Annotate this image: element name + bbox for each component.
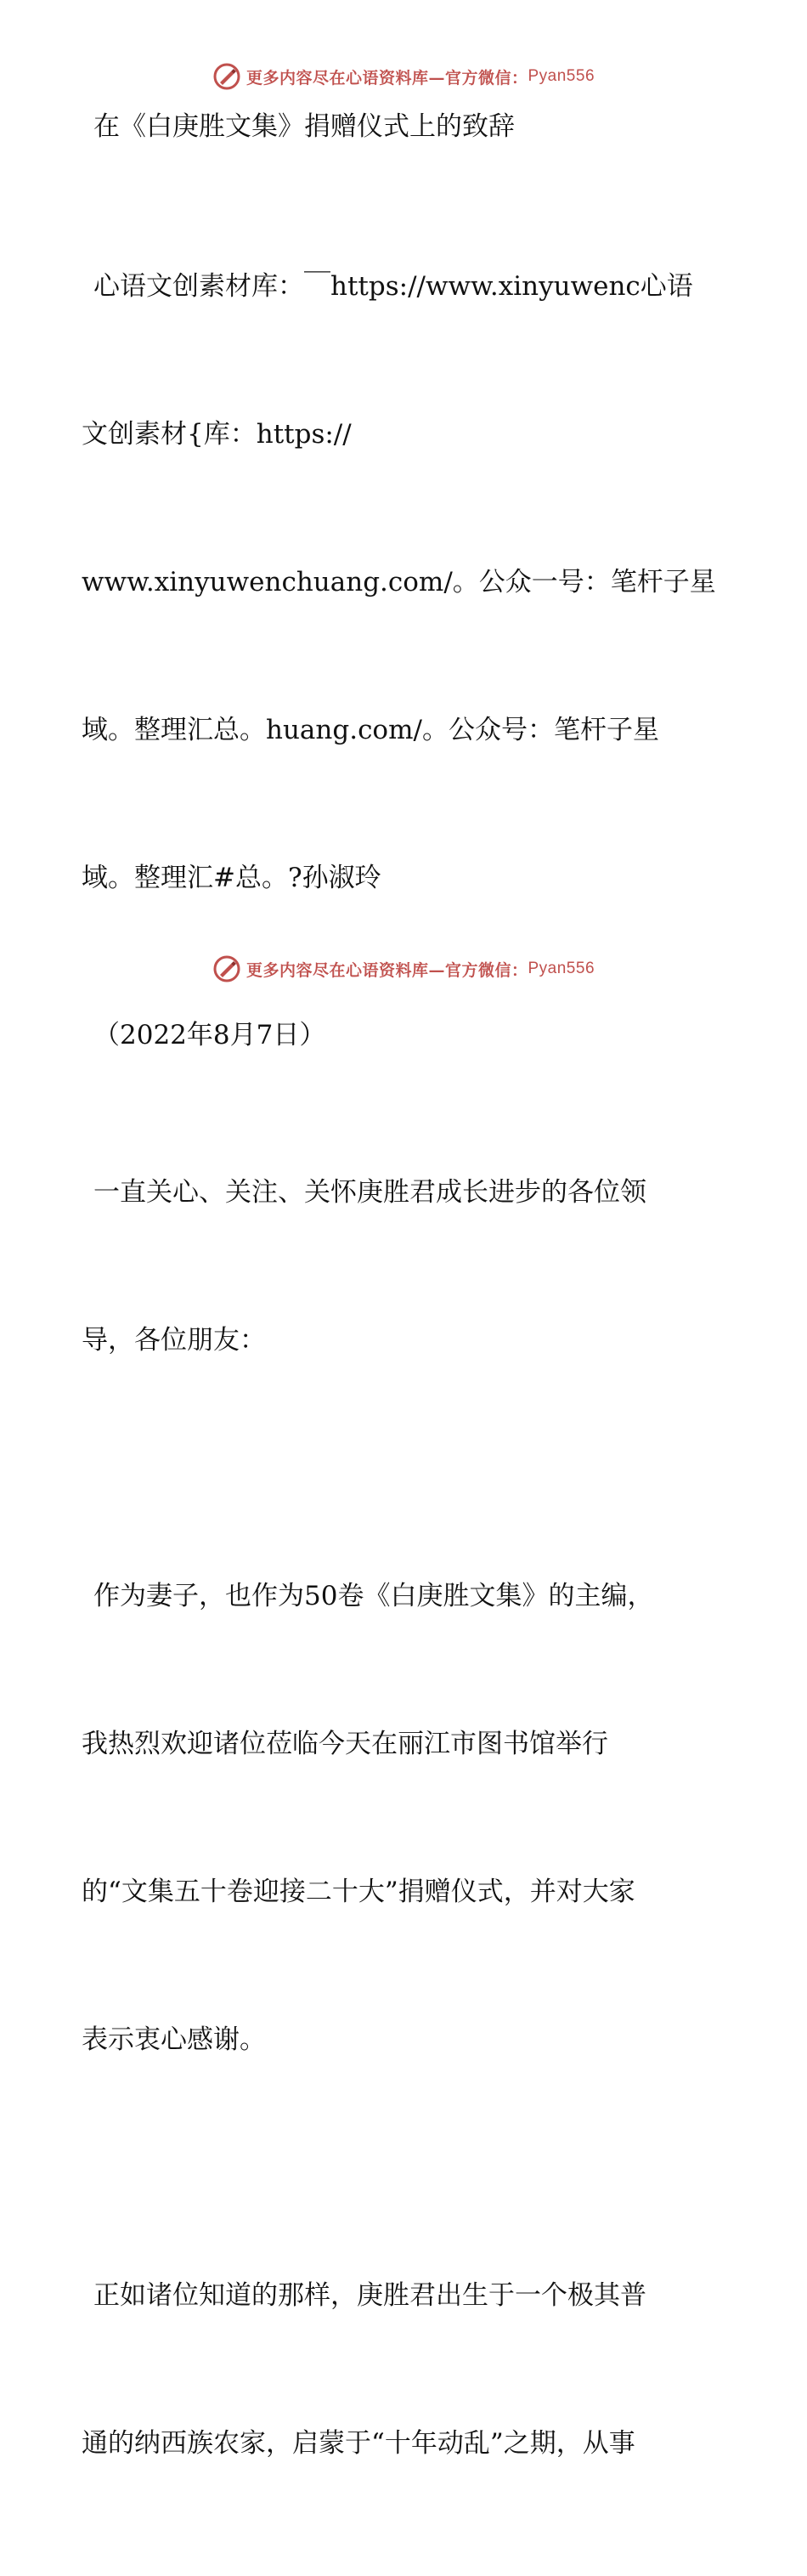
paragraph-line: 通的纳西族农家，启蒙于“十年动乱”之期，从事 — [82, 2428, 635, 2459]
pen-seal-logo-icon — [212, 954, 241, 983]
document-body — [82, 102, 727, 2576]
salutation — [82, 1069, 727, 1464]
header-wechat-id: Pyan556 — [528, 67, 595, 85]
footer-banner — [0, 952, 807, 986]
paragraph-1 — [82, 1473, 727, 2163]
document-title: 在《白庚胜文集》捐赠仪式上的致辞 — [93, 111, 515, 142]
header-banner-text: 更多内容尽在心语资料库—官方微信： — [245, 68, 528, 88]
paragraph-line: 的“文集五十卷迎接二十大”捐赠仪式，并对大家 — [82, 1877, 635, 1907]
paragraph-2 — [82, 2172, 727, 2567]
source-line: 域。整理汇总。huang.com/。公众号：笔杆子星 — [82, 715, 659, 745]
paragraph-line: 表示衷心感谢。 — [82, 2024, 266, 2055]
paragraph-line: 我热烈欢迎诸位莅临今天在丽江市图书馆举行 — [82, 1729, 608, 1759]
source-line: www.xinyuwenchuang.com/。公众一号：笔杆子星 — [82, 567, 716, 597]
footer-banner-text: 更多内容尽在心语资料库—官方微信： — [245, 960, 528, 980]
source-block — [82, 163, 727, 1001]
footer-wechat-id: Pyan556 — [528, 960, 595, 977]
paragraph-line: 正如诸位知道的那样，庚胜君出生于一个极其普 — [93, 2280, 646, 2311]
salutation-line: 导，各位朋友： — [82, 1325, 266, 1356]
source-line: 心语文创素材库：￣https://www.xinyuwenc心语 — [93, 271, 693, 302]
header-banner — [0, 59, 807, 93]
salutation-line: 一直关心、关注、关怀庚胜君成长进步的各位领 — [93, 1177, 646, 1208]
paragraph-line: 作为妻子，也作为50卷《白庚胜文集》的主编， — [93, 1581, 654, 1611]
source-line: 文创素材{库：https:// — [82, 419, 352, 450]
source-line: 域。整理汇#总。?孙淑玲 — [82, 863, 381, 893]
document-date: （2022年8月7日） — [93, 1020, 326, 1050]
pen-seal-logo-icon — [212, 62, 241, 91]
